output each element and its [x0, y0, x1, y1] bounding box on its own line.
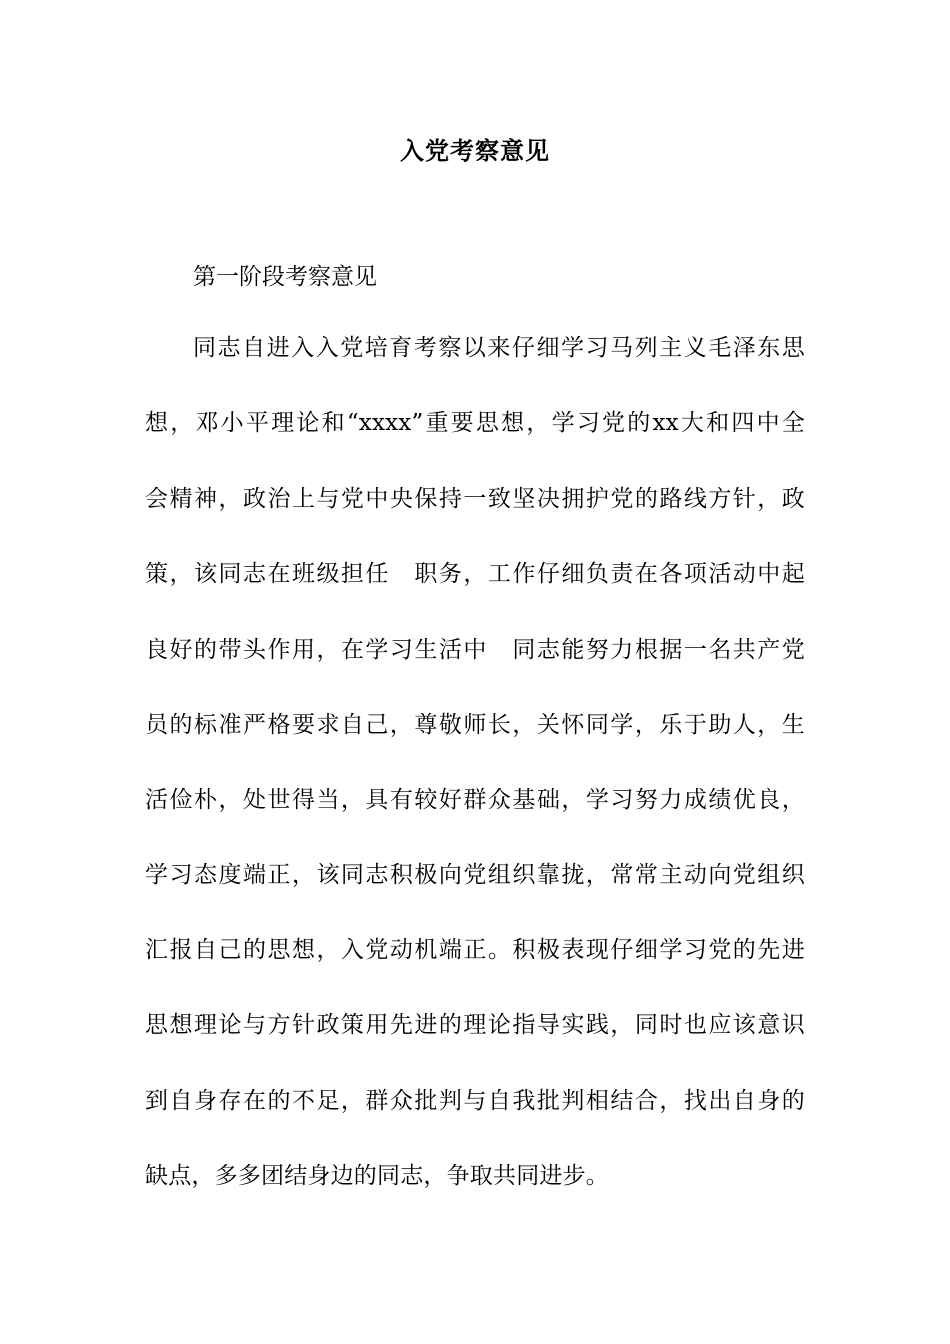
section-heading: 第一阶段考察意见: [193, 264, 377, 290]
paragraph-line: 缺点，多多团结身边的同志，争取共同进步。: [145, 1163, 609, 1189]
paragraph-line: 会精神，政治上与党中央保持一致坚决拥护党的路线方针，政: [145, 486, 805, 512]
document-title: 入党考察意见: [400, 136, 550, 165]
paragraph-line: 良好的带头作用，在学习生活中 同志能努力根据一名共产党: [145, 637, 805, 663]
paragraph-line: 同志自进入入党培育考察以来仔细学习马列主义毛泽东思: [193, 335, 805, 361]
paragraph-line: 员的标准严格要求自己，尊敬师长，关怀同学，乐于助人，生: [145, 712, 805, 738]
paragraph-line: 活俭朴，处世得当，具有较好群众基础，学习努力成绩优良，: [145, 787, 805, 813]
paragraph-line: 策，该同志在班级担任 职务，工作仔细负责在各项活动中起: [145, 561, 805, 587]
paragraph-line: 汇报自己的思想，入党动机端正。积极表现仔细学习党的先进: [145, 937, 805, 963]
paragraph-line: 学习态度端正，该同志积极向党组织靠拢，常常主动向党组织: [145, 862, 805, 888]
paragraph-line: 思想理论与方针政策用先进的理论指导实践，同时也应该意识: [145, 1012, 805, 1038]
paragraph-line: 想，邓小平理论和“xxxx”重要思想，学习党的xx大和四中全: [145, 410, 805, 436]
paragraph-line: 到自身存在的不足，群众批判与自我批判相结合，找出自身的: [145, 1088, 805, 1114]
